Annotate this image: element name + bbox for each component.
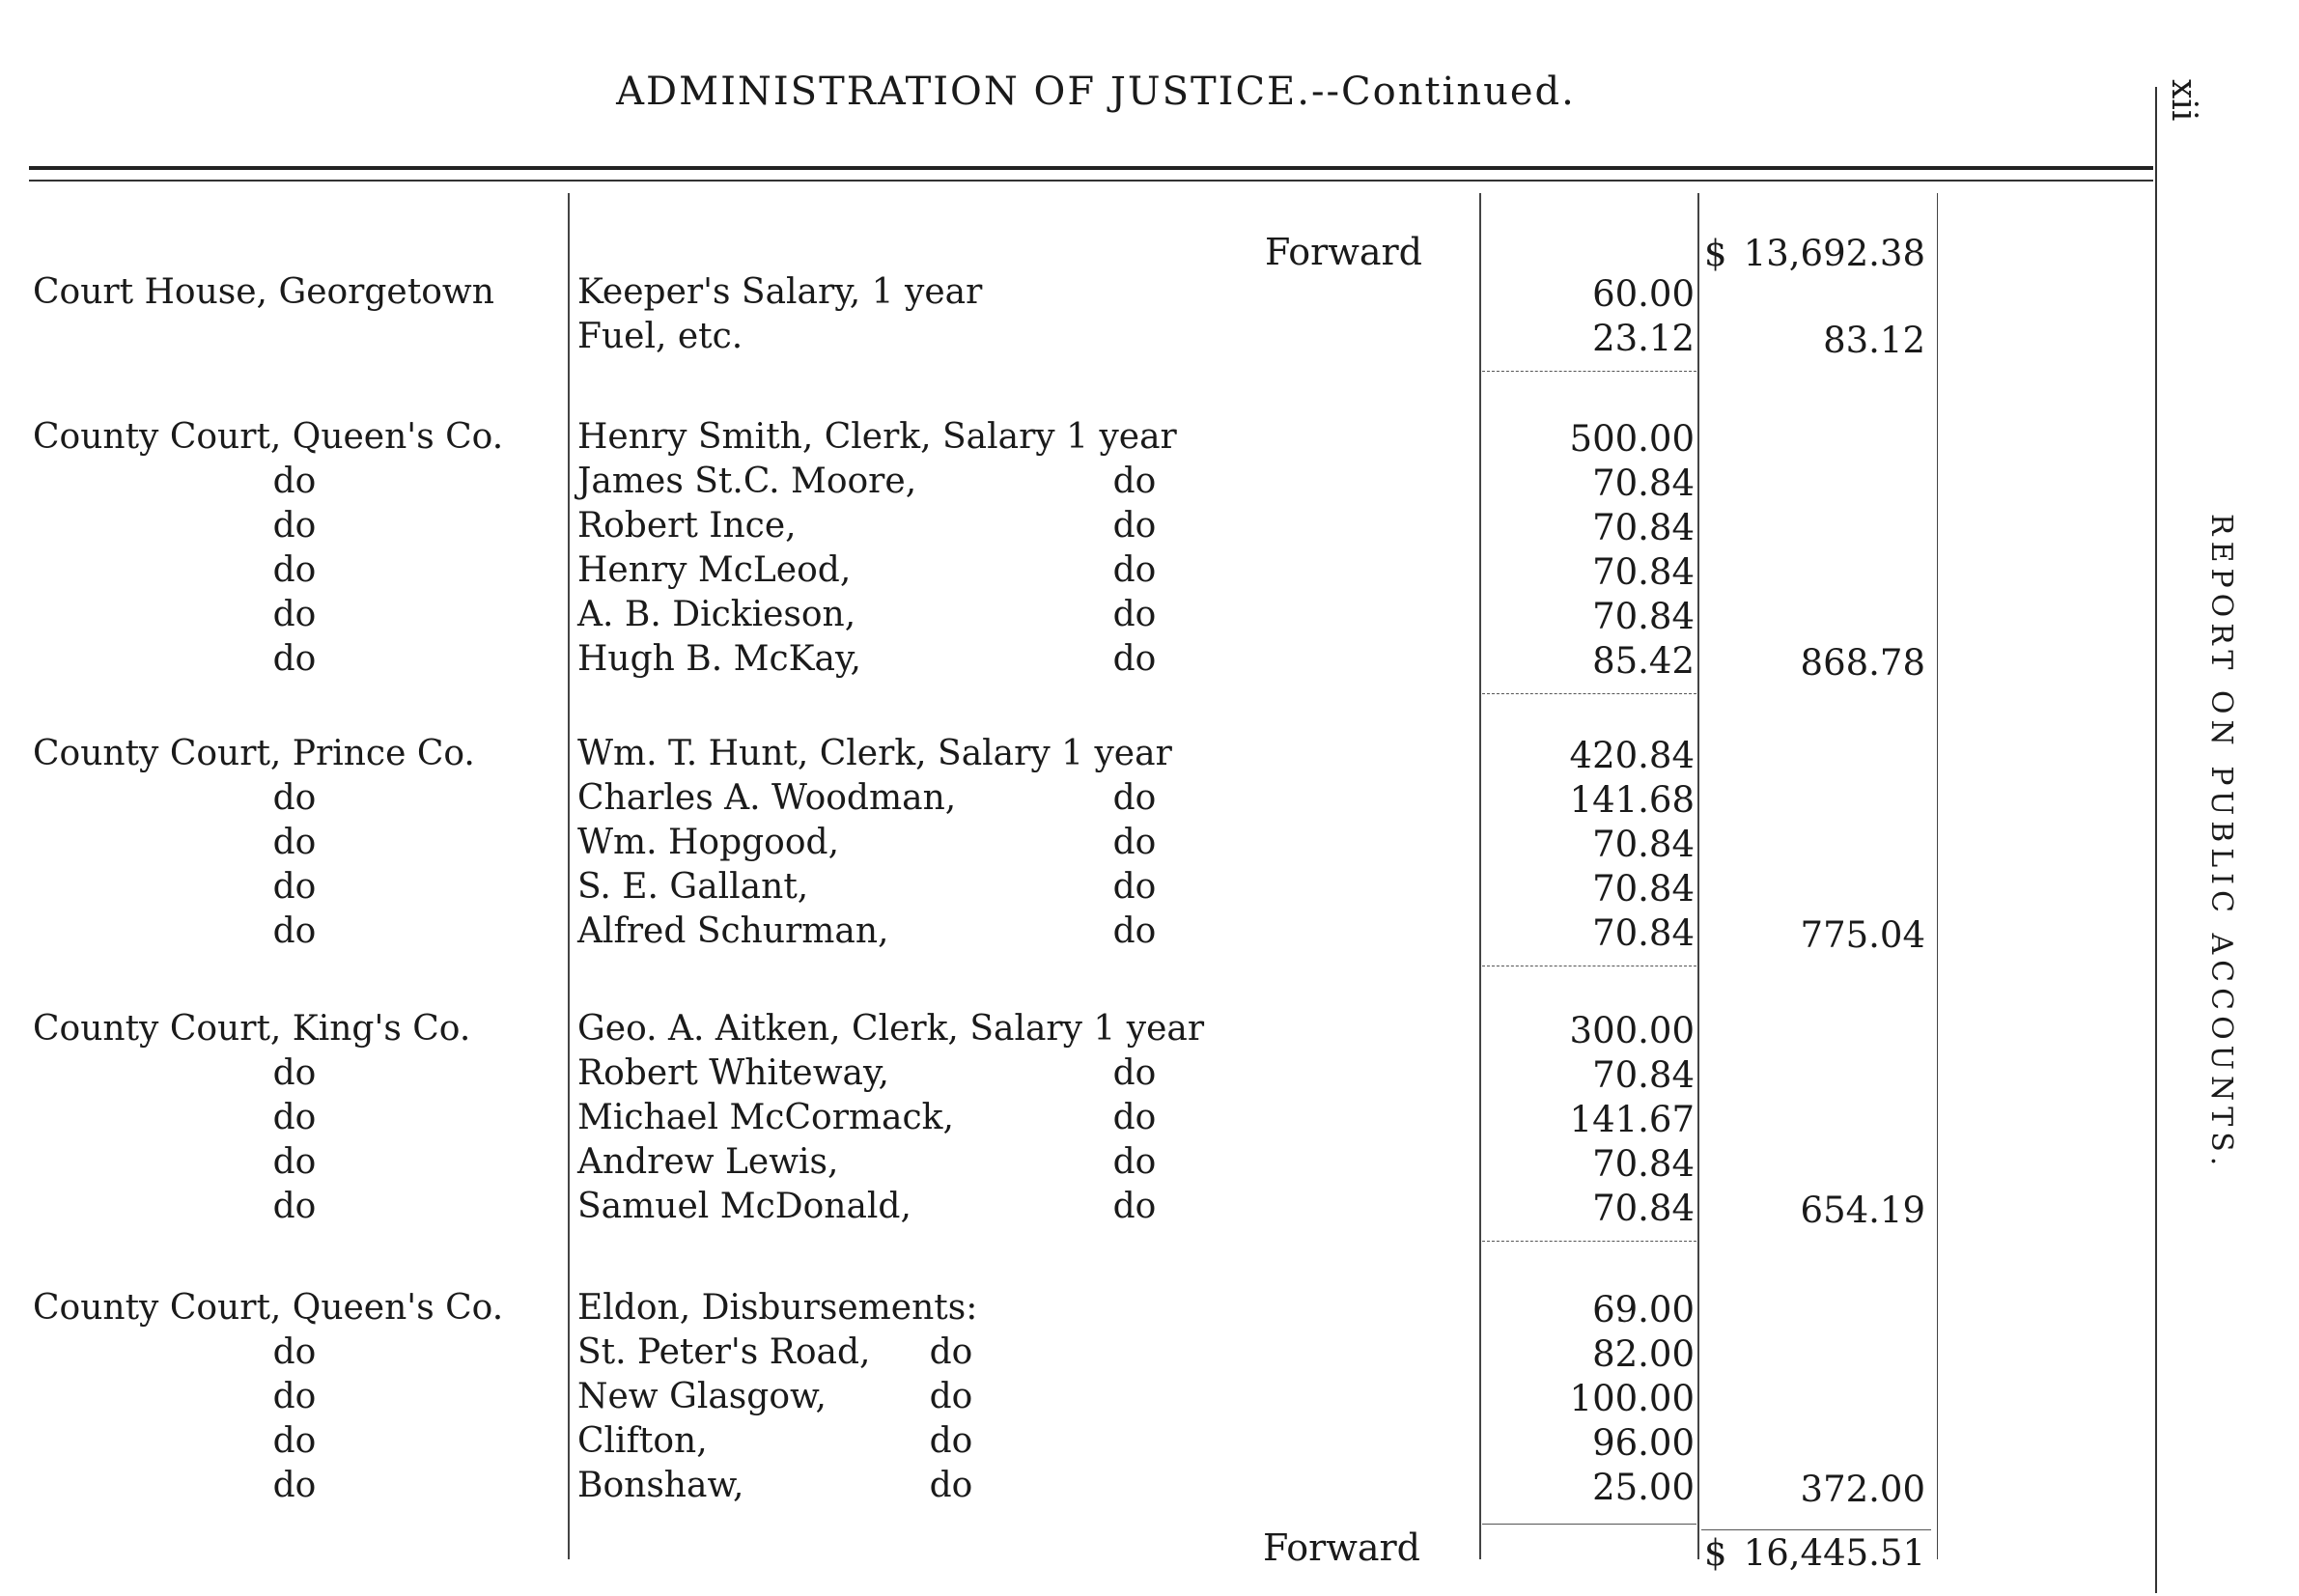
row-amount: 100.00 — [1569, 1378, 1695, 1419]
row-description: St. Peter's Road, — [577, 1332, 871, 1372]
subtotal-rule — [1482, 693, 1696, 694]
row-description: Samuel McDonald, — [577, 1187, 911, 1226]
ditto-mark: do — [272, 778, 317, 818]
row-amount: 420.84 — [1569, 735, 1695, 776]
ditto-mark: do — [1112, 911, 1157, 951]
column-rule-description — [568, 193, 570, 1559]
row-amount: 70.84 — [1592, 1143, 1695, 1185]
ditto-mark: do — [1112, 506, 1157, 546]
group-total: 868.78 — [1800, 642, 1925, 684]
group-total: 654.19 — [1800, 1190, 1925, 1231]
column-rule-total — [1697, 193, 1699, 1559]
row-amount: 300.00 — [1569, 1010, 1695, 1051]
row-amount: 70.84 — [1592, 1054, 1695, 1096]
forward-bottom-currency: $ — [1704, 1532, 1727, 1574]
row-amount: 500.00 — [1569, 418, 1695, 460]
ditto-mark: do — [1112, 462, 1157, 501]
ditto-mark: do — [272, 550, 317, 590]
row-amount: 70.84 — [1592, 462, 1695, 504]
ditto-mark: do — [272, 506, 317, 546]
ditto-mark: do — [1112, 595, 1157, 634]
ditto-mark: do — [929, 1466, 973, 1505]
row-description: Bonshaw, — [577, 1466, 744, 1505]
page-title: ADMINISTRATION OF JUSTICE.--Continued. — [616, 70, 1576, 114]
row-amount: 60.00 — [1592, 273, 1695, 315]
page-number: xii — [2164, 79, 2203, 122]
row-description: James St.C. Moore, — [577, 462, 917, 501]
row-amount: 82.00 — [1592, 1333, 1695, 1375]
ditto-mark: do — [272, 1332, 317, 1372]
ditto-mark: do — [272, 1187, 317, 1226]
ditto-mark: do — [1112, 778, 1157, 818]
row-description: A. B. Dickieson, — [577, 595, 856, 634]
forward-top-label: Forward — [1265, 231, 1423, 273]
group-label: County Court, Queen's Co. — [33, 417, 504, 457]
row-amount: 96.00 — [1592, 1422, 1695, 1464]
ditto-mark: do — [929, 1421, 973, 1461]
row-description: Charles A. Woodman, — [577, 778, 957, 818]
forward-bottom-rule — [1482, 1524, 1696, 1525]
ditto-mark: do — [1112, 550, 1157, 590]
row-description: Fuel, etc. — [577, 317, 743, 356]
row-description: Hugh B. McKay, — [577, 639, 861, 679]
row-description: Geo. A. Aitken, Clerk, Salary 1 year — [577, 1009, 1205, 1049]
row-description: Andrew Lewis, — [577, 1142, 839, 1182]
ditto-mark: do — [1112, 1098, 1157, 1137]
ditto-mark: do — [929, 1377, 973, 1416]
ditto-mark: do — [272, 867, 317, 907]
row-amount: 25.00 — [1592, 1467, 1695, 1508]
row-description: Robert Whiteway, — [577, 1053, 889, 1093]
row-description: Wm. Hopgood, — [577, 823, 840, 862]
group-total: 83.12 — [1823, 320, 1925, 361]
ditto-mark: do — [272, 1421, 317, 1461]
row-amount: 85.42 — [1592, 640, 1695, 682]
group-label: County Court, Queen's Co. — [33, 1288, 504, 1328]
row-amount: 70.84 — [1592, 507, 1695, 548]
header-rule-thin — [29, 180, 2153, 182]
row-amount: 70.84 — [1592, 824, 1695, 865]
subtotal-rule — [1482, 1241, 1696, 1242]
subtotal-rule — [1482, 371, 1696, 372]
ditto-mark: do — [272, 1466, 317, 1505]
group-total: 775.04 — [1800, 914, 1925, 956]
column-rule-right — [1937, 193, 1938, 1559]
ditto-mark: do — [272, 911, 317, 951]
ditto-mark: do — [1112, 867, 1157, 907]
row-description: Keeper's Salary, 1 year — [577, 272, 983, 312]
group-total: 372.00 — [1800, 1469, 1925, 1510]
ditto-mark: do — [272, 1053, 317, 1093]
side-title: REPORT ON PUBLIC ACCOUNTS. — [2204, 514, 2238, 1172]
ditto-mark: do — [1112, 823, 1157, 862]
ditto-mark: do — [1112, 1142, 1157, 1182]
ditto-mark: do — [272, 1142, 317, 1182]
ditto-mark: do — [929, 1332, 973, 1372]
ditto-mark: do — [272, 1377, 317, 1416]
group-label: County Court, King's Co. — [33, 1009, 471, 1049]
ditto-mark: do — [272, 1098, 317, 1137]
row-amount: 23.12 — [1592, 318, 1695, 359]
page-border — [2155, 87, 2157, 1593]
forward-bottom-label: Forward — [1263, 1526, 1421, 1569]
forward-bottom-total: 16,445.51 — [1743, 1532, 1925, 1574]
forward-top-total: 13,692.38 — [1743, 233, 1925, 274]
row-description: Henry Smith, Clerk, Salary 1 year — [577, 417, 1177, 457]
ditto-mark: do — [272, 595, 317, 634]
ditto-mark: do — [272, 462, 317, 501]
row-amount: 70.84 — [1592, 868, 1695, 910]
ditto-mark: do — [272, 823, 317, 862]
group-label: Court House, Georgetown — [33, 272, 494, 312]
row-description: New Glasgow, — [577, 1377, 827, 1416]
row-description: S. E. Gallant, — [577, 867, 809, 907]
row-description: Alfred Schurman, — [577, 911, 889, 951]
ditto-mark: do — [1112, 1053, 1157, 1093]
row-amount: 70.84 — [1592, 551, 1695, 593]
row-description: Clifton, — [577, 1421, 708, 1461]
ditto-mark: do — [1112, 639, 1157, 679]
row-description: Henry McLeod, — [577, 550, 852, 590]
row-amount: 69.00 — [1592, 1289, 1695, 1330]
row-description: Robert Ince, — [577, 506, 797, 546]
row-amount: 141.68 — [1569, 779, 1695, 821]
ditto-mark: do — [272, 639, 317, 679]
forward-bottom-rule-total — [1701, 1529, 1931, 1530]
forward-top-currency: $ — [1704, 233, 1727, 274]
row-amount: 141.67 — [1569, 1099, 1695, 1140]
row-description: Michael McCormack, — [577, 1098, 954, 1137]
header-rule — [29, 166, 2153, 170]
ditto-mark: do — [1112, 1187, 1157, 1226]
row-amount: 70.84 — [1592, 912, 1695, 954]
row-amount: 70.84 — [1592, 1188, 1695, 1229]
group-label: County Court, Prince Co. — [33, 734, 475, 773]
row-description: Wm. T. Hunt, Clerk, Salary 1 year — [577, 734, 1172, 773]
row-description: Eldon, Disbursements: — [577, 1288, 978, 1328]
row-amount: 70.84 — [1592, 596, 1695, 637]
